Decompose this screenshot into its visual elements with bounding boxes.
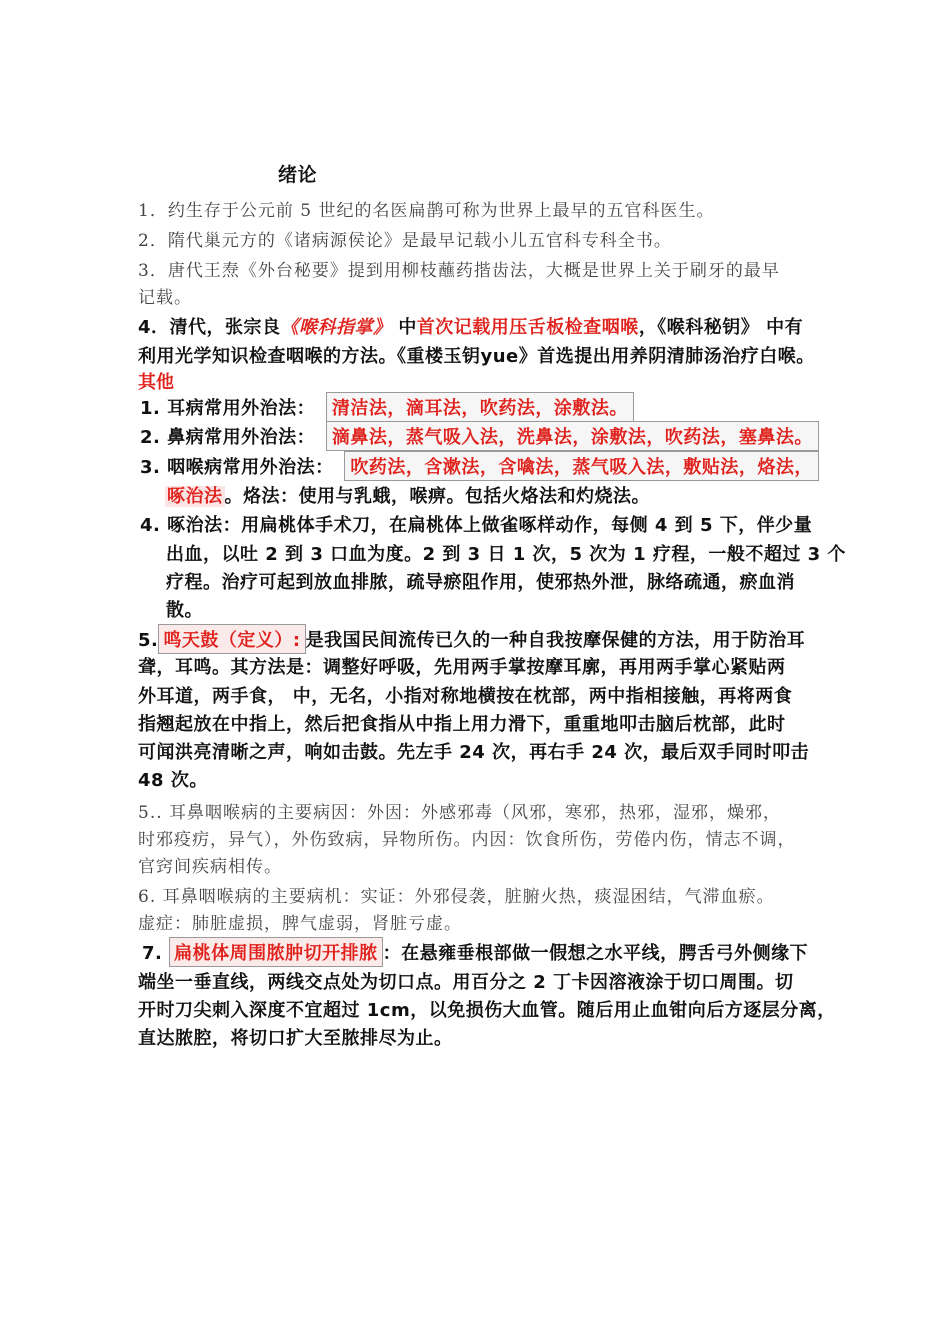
book-title-houke-zhizhang: 《喉科指掌》 [280,317,392,338]
question-5-line-1 [138,624,805,654]
question-7-line-2: 端坐一垂直线，两线交点处为切口点。用百分之 2 丁卡因溶液涂于切口周围。切 [138,972,794,993]
question-2-label: 2. 鼻病常用外治法： [140,427,316,448]
causes-line-1: 5.. 耳鼻咽喉病的主要病因：外因：外感邪毒（风邪，寒邪，热邪，湿邪，燥邪， [138,803,782,823]
question-7-line-1 [142,937,808,967]
pathogenesis-line-2: 虚症：肺脏虚损，脾气虚弱，肾脏亏虚。 [138,914,462,934]
zhuozhi-highlight: 啄治法 [167,486,223,507]
intro-item-2: 2．隋代巢元方的《诸病源侯论》是最早记载小儿五官科专科全书。 [138,231,672,251]
peritonsillar-abscess-term-box: 扁桃体周围脓肿切开排脓 [169,937,383,967]
intro-item-4-mid: 中 [398,317,417,338]
question-5-line-4: 指翘起放在中指上，然后把食指从中指上用力滑下，重重地叩击脑后枕部，此时 [138,714,786,735]
pathogenesis-line-1: 6. 耳鼻咽喉病的主要病机：实证：外邪侵袭，脏腑火热，痰湿困结，气滞血瘀。 [138,887,775,907]
question-7-definition: ：在悬雍垂根部做一假想之水平线，腭舌弓外侧缘下 [382,943,809,964]
intro-item-4-prefix: 4．清代，张宗良 [138,317,281,338]
causes-line-3: 官窍间疾病相传。 [138,857,282,877]
question-3-label: 3. 咽喉病常用外治法： [140,457,334,478]
question-2 [140,421,819,451]
question-3-line-1 [140,451,819,481]
intro-item-4-line-2: 利用光学知识检查咽喉的方法。《重楼玉钥yue》首选提出用养阴清肺汤治疗白喉。 [138,346,815,367]
question-3-rest: 。烙法：使用与乳蛾，喉痹。包括火烙法和灼烧法。 [224,486,650,507]
question-5-number: 5. [138,630,159,651]
question-1-answer-box: 清洁法，滴耳法，吹药法，涂敷法。 [326,392,634,422]
question-4-line-2: 出血，以吐 2 到 3 口血为度。2 到 3 日 1 次，5 次为 1 疗程，一般不超过 3 个 [166,544,846,565]
intro-item-3-line-1: 3．唐代王焘《外台秘要》提到用柳枝蘸药揩齿法，大概是世界上关于刷牙的最早 [138,261,780,281]
question-5-line-3: 外耳道，两手食， 中，无名，小指对称地横按在枕部，两中指相接触，再将两食 [138,686,793,707]
intro-item-1: 1．约生存于公元前 5 世纪的名医扁鹊可称为世界上最早的五官科医生。 [138,201,715,221]
question-4-line-1: 4. 啄治法：用扁桃体手术刀，在扁桃体上做雀啄样动作，每侧 4 到 5 下，伴少量 [140,515,813,536]
question-7-line-3: 开时刀尖刺入深度不宜超过 1cm，以免损伤大血管。随后用止血钳向后方逐层分离， [138,1000,836,1021]
question-5-line-2: 聋，耳鸣。其方法是：调整好呼吸，先用两手掌按摩耳廓，再用两手掌心紧贴两 [138,657,786,678]
page-title: 绪论 [278,164,318,186]
question-7-number: 7. [142,943,163,964]
intro-item-4-line-1 [138,313,803,339]
intro-item-4-suffix: ，《喉科秘钥》 中有 [638,317,804,338]
question-5-line-5: 可闻洪亮清晰之声，响如击鼓。先左手 24 次，再右手 24 次，最后双手同时叩击 [138,742,810,763]
question-5-line-6: 48 次。 [138,770,208,791]
question-1-label: 1. 耳病常用外治法： [140,398,316,419]
causes-line-2: 时邪疫疠，异气），外伤致病，异物所伤。内因：饮食所伤，劳倦内伤，情志不调， [138,830,796,850]
question-1 [140,392,634,422]
question-4-line-3: 疗程。治疗可起到放血排脓，疏导瘀阻作用，使邪热外泄，脉络疏通，瘀血消 [166,572,795,593]
question-3-line-2 [165,482,650,508]
mingtiangu-term-box: 鸣天鼓（定义）: [158,624,305,654]
other-heading: 其他 [138,372,174,393]
question-7-line-4: 直达脓腔，将切口扩大至脓排尽为止。 [138,1028,453,1049]
question-5-definition: 是我国民间流传已久的一种自我按摩保健的方法，用于防治耳 [305,630,806,651]
highlight-tongue-depressor: 首次记载用压舌板检查咽喉 [416,317,639,338]
question-3-answer-box: 吹药法，含漱法，含噙法，蒸气吸入法，敷贴法，烙法， [344,451,819,481]
intro-item-3-line-2: 记载。 [138,288,192,308]
question-4-line-4: 散。 [166,600,203,621]
question-2-answer-box: 滴鼻法，蒸气吸入法，洗鼻法，涂敷法，吹药法，塞鼻法。 [326,421,819,451]
